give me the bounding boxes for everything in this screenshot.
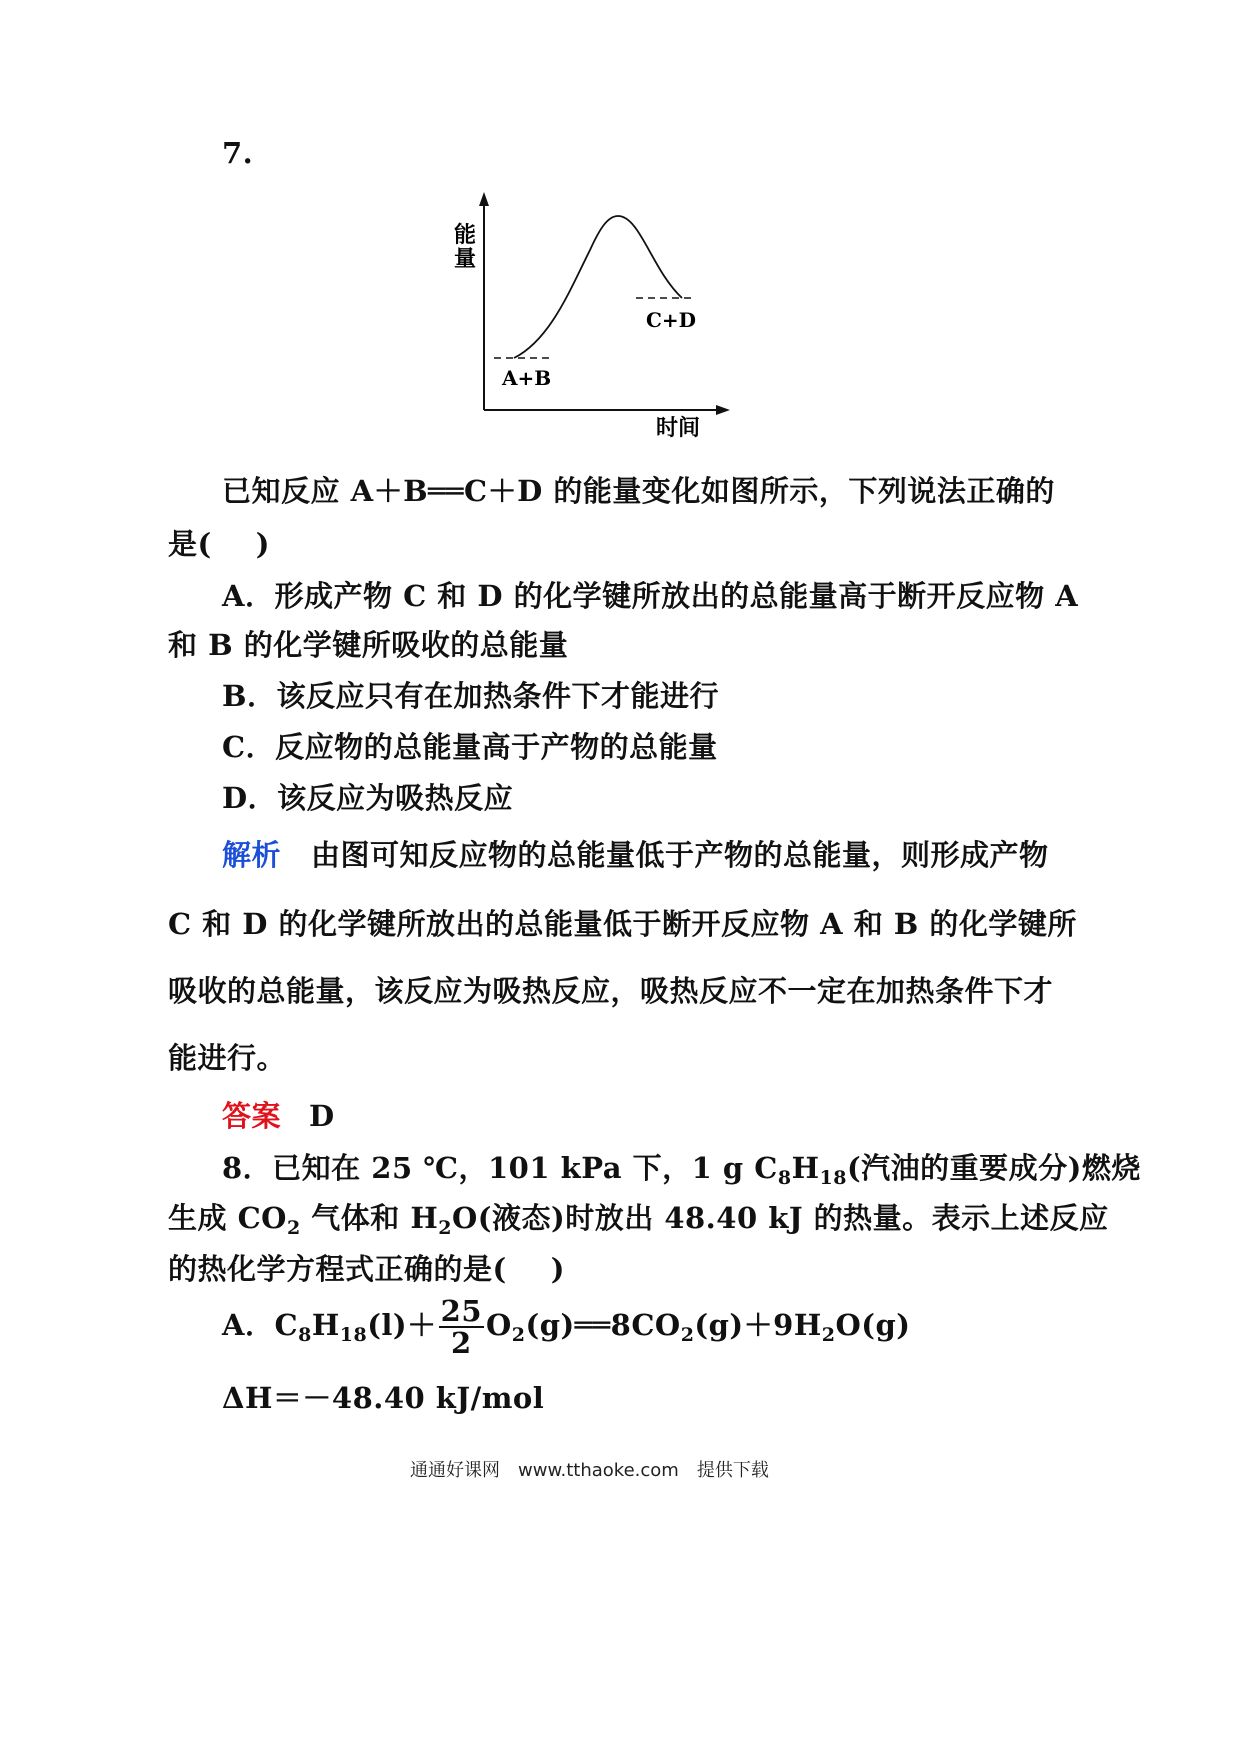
q8-option-a-equation: A．$C_8H_{18}(l)+$ $\frac{25}{2}$ $O_2(g)══8CO_2(g)+9H_2O(g)$	[222, 1294, 911, 1360]
option-a-line1: A．形成产物 C 和 D 的化学键所放出的总能量高于断开反应物 A	[222, 579, 1079, 613]
footer-watermark: 通通好课网 www.tthaoke.com 提供下载	[410, 1460, 769, 1481]
question-7-stem-line1: 已知反应 A＋B══C＋D 的能量变化如图所示，下列说法正确的	[222, 474, 1055, 508]
option-b: B．该反应只有在加热条件下才能进行	[222, 679, 720, 713]
analysis-line2: C 和 D 的化学键所放出的总能量低于断开反应物 A 和 B 的化学键所	[168, 907, 1077, 941]
q8-option-a-delta-h: ΔH＝－48.40 kJ/mol	[222, 1381, 545, 1415]
question-8-line3: 的热化学方程式正确的是( )	[168, 1252, 565, 1286]
answer-line	[222, 1094, 335, 1135]
analysis-line4: 能进行。	[168, 1041, 287, 1075]
analysis-line3: 吸收的总能量，该反应为吸热反应，吸热反应不一定在加热条件下才	[168, 974, 1054, 1008]
y-axis-label-1: 能	[454, 222, 477, 248]
question-8-line1: 8．已知在 25 ℃，101 kPa 下，1 g $C_8H_{18}$(汽油的重要成分)燃烧	[222, 1151, 1141, 1189]
option-a-line2: 和 B 的化学键所吸收的总能量	[168, 628, 569, 662]
question-7-number: 7.	[222, 136, 254, 170]
reaction-energy-curve	[514, 216, 682, 358]
question-8-line2: 生成 $CO_2$ 气体和 $H_2O$(液态)时放出 48.40 kJ 的热量。表示上述反应	[168, 1201, 1109, 1239]
question-7-stem-line2: 是( )	[168, 527, 270, 561]
reactant-label: A+B	[502, 366, 552, 390]
x-axis-arrow-icon	[716, 405, 730, 415]
y-axis-label-2: 量	[454, 246, 477, 272]
product-label: C+D	[646, 308, 697, 332]
fraction-25-over-2: $\frac{25}{2}$	[440, 1294, 483, 1360]
analysis-label: 解析	[222, 838, 282, 872]
answer-label: 答案	[222, 1099, 282, 1133]
option-d: D．该反应为吸热反应	[222, 781, 514, 815]
x-axis-label: 时间	[656, 415, 701, 441]
energy-diagram	[440, 180, 760, 450]
analysis-line1: 解析 由图可知反应物的总能量低于产物的总能量，则形成产物	[222, 838, 1049, 872]
y-axis-arrow-icon	[479, 192, 489, 206]
option-c: C．反应物的总能量高于产物的总能量	[222, 730, 718, 764]
answer-value: D	[309, 1099, 335, 1133]
